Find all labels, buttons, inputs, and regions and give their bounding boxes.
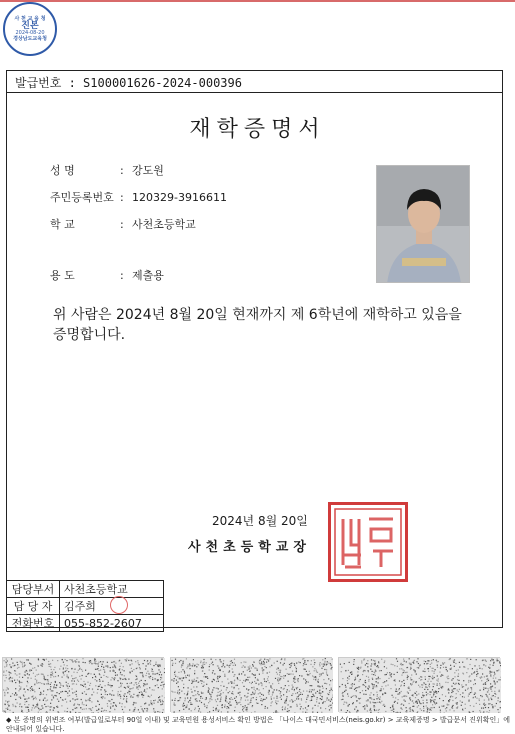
school-official-seal [328, 502, 408, 582]
contact-value: 055-852-2607 [60, 615, 164, 632]
field-label: 성 명 [50, 162, 120, 178]
field-value: 120329-3916611 [132, 191, 227, 204]
field-value: 강도원 [132, 164, 164, 177]
contact-label: 전화번호 [7, 615, 60, 632]
issue-number: 발급번호 : S100001626-2024-000396 [15, 74, 242, 91]
field-name: 성 명 : 강도원 [50, 162, 164, 178]
seal-timestamp: 2024-08-20 [15, 30, 44, 36]
principal-signature: 사천초등학교장 [188, 536, 311, 555]
top-accent-line [0, 0, 515, 2]
contact-value: 사천초등학교 [60, 581, 164, 598]
table-row [7, 581, 164, 598]
student-photo [376, 165, 470, 283]
contact-label: 담당부서 [7, 581, 60, 598]
seal-ring-top: 사 천 교 육 청 [14, 16, 45, 22]
field-label: 용 도 [50, 267, 120, 283]
field-value: 사천초등학교 [132, 218, 196, 231]
barcode-block [2, 657, 164, 712]
staff-seal [110, 596, 128, 614]
issue-date: 2024년 8월 20일 [212, 512, 308, 529]
authentic-seal [3, 2, 57, 56]
table-row [7, 598, 164, 615]
field-label: 주민등록번호 [50, 189, 120, 205]
barcode-block [338, 657, 500, 712]
contact-value: 김주희 [60, 598, 164, 615]
field-purpose: 용 도 : 제출용 [50, 267, 164, 283]
field-school: 학 교 : 사천초등학교 [50, 216, 196, 232]
field-value: 제출용 [132, 269, 164, 282]
seal-main-text: 진본 [21, 23, 38, 29]
issue-number-row [7, 71, 502, 93]
certification-statement: 위 사람은 2024년 8월 20일 현재까지 제 6학년에 재학하고 있음을 증명합니다. [53, 305, 473, 345]
contact-label: 담 당 자 [7, 598, 60, 615]
verification-barcodes [0, 657, 515, 715]
verification-note: ◆ 본 증명의 위변조 여부(발급일로부터 90일 이내) 및 교육민원 용성서비스 확인 방법은 「나이스 대국민서비스(neis.go.kr) > 교육제증명 > 발급문서 진위확인」에 안내되어 있습니다. [6, 716, 511, 734]
table-row [7, 615, 164, 632]
contact-table [6, 580, 164, 632]
field-label: 학 교 [50, 216, 120, 232]
field-resident-number: 주민등록번호 : 120329-3916611 [50, 189, 227, 205]
seal-ring-bottom: 경상남도교육청 [13, 36, 47, 42]
barcode-block [170, 657, 332, 712]
document-title: 재학증명서 [0, 112, 515, 143]
